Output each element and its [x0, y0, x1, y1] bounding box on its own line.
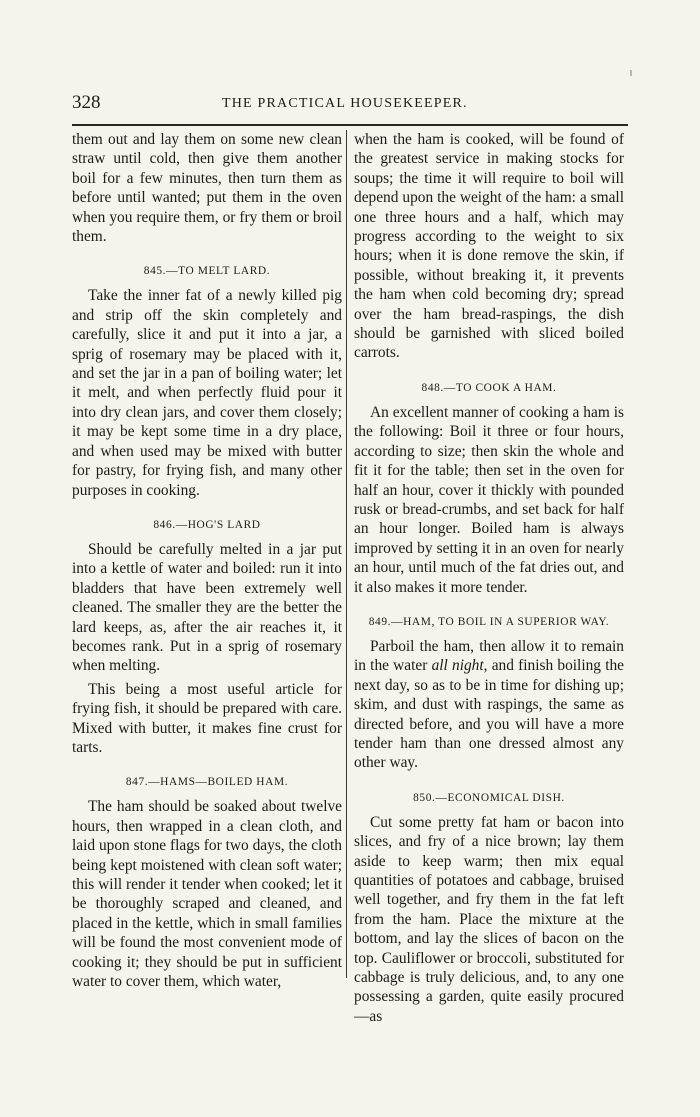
left-column — [72, 130, 342, 991]
recipe-text-846-b: This being a most useful article for frying fish, it should be prepared with care. Mixed with butter, it makes fine crust for tarts. — [72, 680, 342, 756]
recipe-heading-846: 846.—HOG'S LARD — [153, 518, 261, 531]
recipe-text-849-a: Parboil the ham, then allow it to remain in the water — [354, 637, 624, 675]
right-column — [354, 130, 624, 1026]
recipe-heading-847: 847.—HAMS—BOILED HAM. — [125, 776, 289, 789]
recipe-text-849-b: , and finish boiling the next day, so as to be in time for dishing up; skim, and dust with raspings, the same as directed before, and you will have a more tender ham than one dressed almost any other way. — [354, 657, 624, 772]
recipe-text-849 — [354, 637, 624, 773]
recipe-text-846-a: Should be carefully melted in a jar put into a kettle of water and boiled: run it into bladders that have been extremely well cleaned. The smaller they are the better the lard keeps, as, after the air reaches it, it becomes rank. Put in a sprig of rosemary when melting. — [72, 540, 342, 675]
page-number: 328 — [72, 92, 101, 113]
recipe-text-845: Take the inner fat of a newly killed pig and strip off the skin completely and carefully, slice it and put it into a jar, a sprig of rosemary may be placed with it, and set the jar in a pan of boiling water; let it melt, and when perfectly fluid pour it into dry clean jars, and cover them closely; it may be kept some time in a dry place, and when used may be mixed with butter for pastry, for frying fish, and many other purposes in cooking. — [72, 287, 342, 499]
continuation-text-right: when the ham is cooked, will be found of the greatest service in making stocks for soups; the time it will require to boil will depend upon the weight of the ham: a small one three hours and a half, which may progress according to the weight to six hours; when it is done remove the skin, if possible, without breaking it, it prevents the ham when cold becoming dry; spread over the ham bread-raspings, the dish should be garnished with sliced boiled carrots. — [354, 131, 624, 362]
continuation-text: them out and lay them on some new clean straw until cold, then give them another boil for a few minutes, then turn them as before until wanted; put them in the oven when you require them, or fry them or broil them. — [72, 131, 342, 246]
column-divider — [346, 130, 347, 978]
recipe-text-850: Cut some pretty fat ham or bacon into slices, and fry of a nice brown; lay them aside to keep warm; then mix equal quantities of potatoes and cabbage, bruised well together, and fry them in the fat left from the ham. Place the mixture at the bottom, and lay the slices of bacon on the top. Cauliflower or broccoli, substituted for cabbage is truly delicious, and, to any one possessing a garden, quite easily procured—as — [354, 813, 624, 1025]
recipe-heading-848: 848.—TO COOK A HAM. — [421, 381, 557, 394]
page-header — [72, 90, 628, 120]
header-rule — [72, 124, 628, 126]
running-title: THE PRACTICAL HOUSEKEEPER. — [222, 96, 468, 111]
recipe-text-847: The ham should be soaked about twelve hours, then wrapped in a clean cloth, and laid upon stone flags for two days, the cloth being kept moistened with clean soft water; this will render it tender when cooked; let it be thoroughly scraped and cleaned, and placed in the kettle, which in small families will be found the most convenient mode of cooking it; they should be put in sufficient water to cover them, which water, — [72, 798, 342, 991]
recipe-heading-845: 845.—TO MELT LARD. — [143, 265, 271, 278]
recipe-heading-849: 849.—HAM, TO BOIL IN A SUPERIOR WAY. — [368, 615, 610, 628]
recipe-heading-850: 850.—ECONOMICAL DISH. — [413, 791, 565, 804]
margin-mark — [630, 70, 632, 76]
recipe-text-848: An excellent manner of cooking a ham is the following: Boil it three or four hours, according to size; then skin the whole and fit it for the table; then set in the oven for half an hour, cover it thickly with pounded rusk or bread-crumbs, and set back for half an hour longer. Boiled ham is always improved by setting it in an oven for nearly an hour, until much of the fat dries out, and it also makes it more tender. — [354, 403, 624, 596]
recipe-text-849-italic: all night — [431, 657, 484, 675]
